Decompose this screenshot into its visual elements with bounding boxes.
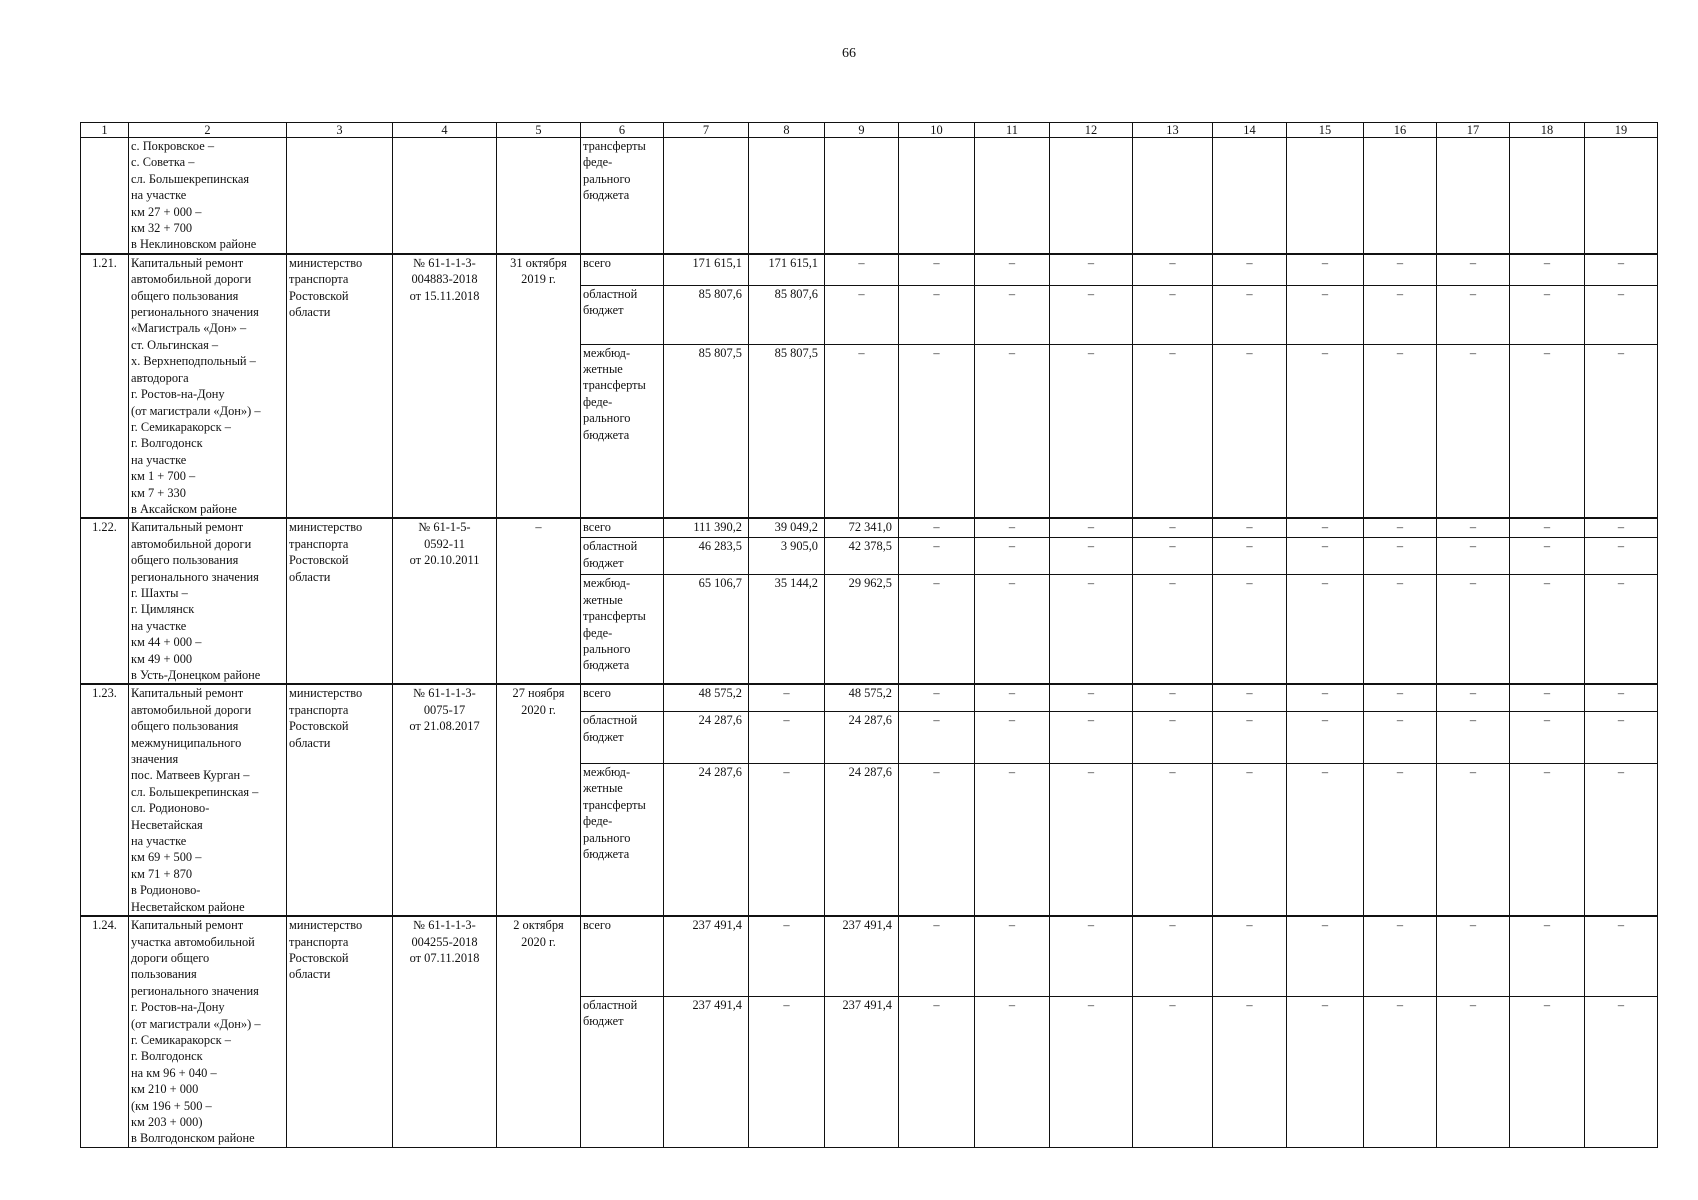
cell-year-1: 85 807,5 <box>749 344 825 518</box>
cell-col-17: – <box>1437 712 1510 764</box>
cell-deadline: 2 октября 2020 г. <box>497 916 581 1147</box>
column-header-16: 16 <box>1364 123 1437 138</box>
cell-col-16: – <box>1364 344 1437 518</box>
cell-col-13: – <box>1133 518 1213 538</box>
cell-col-13: – <box>1133 285 1213 344</box>
cell-col-13: – <box>1133 763 1213 916</box>
cell-total: 171 615,1 <box>664 254 749 285</box>
cell-col-13: – <box>1133 538 1213 575</box>
cell-col-14: – <box>1213 996 1287 1147</box>
cell-col-12: – <box>1050 712 1133 764</box>
cell-col-19: – <box>1585 763 1658 916</box>
column-header-1: 1 <box>81 123 129 138</box>
cell-total: 65 106,7 <box>664 575 749 684</box>
cell-col-11: – <box>975 684 1050 711</box>
cell-col-15: – <box>1287 684 1364 711</box>
cell-year-2: 48 575,2 <box>825 684 899 711</box>
cell-col-16: – <box>1364 996 1437 1147</box>
cell-deadline: 27 ноября 2020 г. <box>497 684 581 916</box>
column-header-3: 3 <box>287 123 393 138</box>
cell-col-16: – <box>1364 763 1437 916</box>
cell-number: 1.22. <box>81 518 129 684</box>
column-header-14: 14 <box>1213 123 1287 138</box>
cell-col-10: – <box>899 344 975 518</box>
cell-total: 237 491,4 <box>664 916 749 996</box>
cell-total: 24 287,6 <box>664 763 749 916</box>
cell-col-11: – <box>975 344 1050 518</box>
cell-col-12 <box>1050 138 1133 254</box>
cell-col-18: – <box>1510 712 1585 764</box>
cell-col-15: – <box>1287 916 1364 996</box>
cell-col-18: – <box>1510 575 1585 684</box>
cell-col-18: – <box>1510 285 1585 344</box>
column-header-10: 10 <box>899 123 975 138</box>
cell-number: 1.24. <box>81 916 129 1147</box>
cell-col-13: – <box>1133 712 1213 764</box>
cell-col-11: – <box>975 575 1050 684</box>
cell-col-17: – <box>1437 763 1510 916</box>
cell-funding-source: всего <box>581 518 664 538</box>
column-header-7: 7 <box>664 123 749 138</box>
cell-customer: министерство транспорта Ростовской области <box>287 916 393 1147</box>
cell-col-15: – <box>1287 285 1364 344</box>
cell-col-15 <box>1287 138 1364 254</box>
column-header-19: 19 <box>1585 123 1658 138</box>
cell-col-19: – <box>1585 518 1658 538</box>
cell-col-19: – <box>1585 684 1658 711</box>
cell-total: 48 575,2 <box>664 684 749 711</box>
cell-col-14: – <box>1213 254 1287 285</box>
cell-col-12: – <box>1050 763 1133 916</box>
cell-col-19: – <box>1585 712 1658 764</box>
column-header-9: 9 <box>825 123 899 138</box>
cell-number: 1.23. <box>81 684 129 916</box>
cell-document: № 61-1-1-3- 0075-17 от 21.08.2017 <box>393 684 497 916</box>
cell-col-12: – <box>1050 285 1133 344</box>
cell-col-15: – <box>1287 575 1364 684</box>
cell-total: 24 287,6 <box>664 712 749 764</box>
cell-customer <box>287 138 393 254</box>
page-number: 66 <box>842 46 856 61</box>
cell-year-1: – <box>749 916 825 996</box>
cell-col-18: – <box>1510 538 1585 575</box>
cell-year-2: – <box>825 344 899 518</box>
cell-col-18: – <box>1510 254 1585 285</box>
cell-col-11: – <box>975 712 1050 764</box>
cell-col-19: – <box>1585 996 1658 1147</box>
cell-year-1: 35 144,2 <box>749 575 825 684</box>
cell-col-12: – <box>1050 996 1133 1147</box>
cell-col-16: – <box>1364 254 1437 285</box>
cell-col-12: – <box>1050 684 1133 711</box>
cell-col-17: – <box>1437 344 1510 518</box>
cell-col-14: – <box>1213 575 1287 684</box>
cell-year-2: 24 287,6 <box>825 763 899 916</box>
column-header-12: 12 <box>1050 123 1133 138</box>
cell-col-12: – <box>1050 518 1133 538</box>
cell-col-15: – <box>1287 518 1364 538</box>
cell-funding-source: межбюд- жетные трансферты феде- рального бюджета <box>581 763 664 916</box>
cell-col-18: – <box>1510 763 1585 916</box>
cell-col-17: – <box>1437 916 1510 996</box>
cell-col-14: – <box>1213 518 1287 538</box>
cell-funding-source: областной бюджет <box>581 285 664 344</box>
cell-funding-source: межбюд- жетные трансферты феде- рального бюджета <box>581 575 664 684</box>
table-row <box>81 254 1658 285</box>
cell-col-15: – <box>1287 712 1364 764</box>
cell-document: № 61-1-5- 0592-11 от 20.10.2011 <box>393 518 497 684</box>
cell-funding-source: межбюд- жетные трансферты феде- рального бюджета <box>581 344 664 518</box>
cell-col-10: – <box>899 538 975 575</box>
cell-col-12: – <box>1050 575 1133 684</box>
cell-col-17: – <box>1437 538 1510 575</box>
cell-document: № 61-1-1-3- 004255-2018 от 07.11.2018 <box>393 916 497 1147</box>
column-header-8: 8 <box>749 123 825 138</box>
cell-col-10 <box>899 138 975 254</box>
cell-col-12: – <box>1050 538 1133 575</box>
cell-col-18: – <box>1510 344 1585 518</box>
column-header-17: 17 <box>1437 123 1510 138</box>
cell-year-1: 85 807,6 <box>749 285 825 344</box>
cell-col-11 <box>975 138 1050 254</box>
column-header-4: 4 <box>393 123 497 138</box>
cell-col-10: – <box>899 518 975 538</box>
cell-col-10: – <box>899 712 975 764</box>
cell-year-1: – <box>749 712 825 764</box>
cell-col-14 <box>1213 138 1287 254</box>
table-row <box>81 916 1658 996</box>
cell-col-15: – <box>1287 763 1364 916</box>
cell-col-19: – <box>1585 254 1658 285</box>
cell-col-12: – <box>1050 254 1133 285</box>
cell-col-19: – <box>1585 575 1658 684</box>
cell-col-11: – <box>975 996 1050 1147</box>
cell-funding-source: всего <box>581 916 664 996</box>
cell-funding-source: областной бюджет <box>581 538 664 575</box>
cell-object-name: Капитальный ремонт участка автомобильной дороги общего пользования регионального значения г. Ростов-на-Дону (от магистрали «Дон») – г. Семикаракорск – г. Волгодонск на км 96 + 040 – км 210 + 000 (км 196 + 500 – км 203 + 000) в Волгодонском районе <box>129 916 287 1147</box>
cell-col-11: – <box>975 285 1050 344</box>
cell-col-19: – <box>1585 916 1658 996</box>
cell-col-8 <box>749 138 825 254</box>
budget-table <box>80 122 1658 1148</box>
cell-col-18: – <box>1510 916 1585 996</box>
cell-col-13: – <box>1133 684 1213 711</box>
cell-year-2: 29 962,5 <box>825 575 899 684</box>
table-row <box>81 138 1658 254</box>
cell-col-11: – <box>975 538 1050 575</box>
cell-col-14: – <box>1213 344 1287 518</box>
cell-year-2: – <box>825 254 899 285</box>
cell-year-1: – <box>749 684 825 711</box>
cell-col-16 <box>1364 138 1437 254</box>
cell-col-12: – <box>1050 344 1133 518</box>
column-header-2: 2 <box>129 123 287 138</box>
cell-col-17: – <box>1437 575 1510 684</box>
cell-total: 111 390,2 <box>664 518 749 538</box>
cell-customer: министерство транспорта Ростовской области <box>287 684 393 916</box>
cell-col-15: – <box>1287 996 1364 1147</box>
cell-year-2: 72 341,0 <box>825 518 899 538</box>
cell-col-15: – <box>1287 538 1364 575</box>
cell-col-14: – <box>1213 712 1287 764</box>
cell-col-13 <box>1133 138 1213 254</box>
cell-col-18: – <box>1510 996 1585 1147</box>
table-row <box>81 518 1658 538</box>
column-header-6: 6 <box>581 123 664 138</box>
cell-funding-source: всего <box>581 684 664 711</box>
table-row <box>81 684 1658 711</box>
cell-col-9 <box>825 138 899 254</box>
cell-col-17: – <box>1437 684 1510 711</box>
cell-col-10: – <box>899 285 975 344</box>
cell-object-name: Капитальный ремонт автомобильной дороги общего пользования регионального значения «Магистраль «Дон» – ст. Ольгинская – х. Верхнеподпольный – автодорога г. Ростов-на-Дону (от магистрали «Дон») – г. Семикаракорск – г. Волгодонск на участке км 1 + 700 – км 7 + 330 в Аксайском районе <box>129 254 287 519</box>
cell-number <box>81 138 129 254</box>
cell-year-2: 237 491,4 <box>825 916 899 996</box>
cell-year-1: 39 049,2 <box>749 518 825 538</box>
cell-col-11: – <box>975 254 1050 285</box>
cell-col-17: – <box>1437 254 1510 285</box>
cell-col-16: – <box>1364 916 1437 996</box>
cell-document: № 61-1-1-3- 004883-2018 от 15.11.2018 <box>393 254 497 519</box>
cell-col-7 <box>664 138 749 254</box>
cell-col-10: – <box>899 996 975 1147</box>
table-body <box>81 123 1658 1148</box>
cell-col-14: – <box>1213 916 1287 996</box>
cell-col-19: – <box>1585 538 1658 575</box>
cell-col-13: – <box>1133 254 1213 285</box>
cell-col-18: – <box>1510 518 1585 538</box>
cell-col-15: – <box>1287 254 1364 285</box>
cell-col-13: – <box>1133 996 1213 1147</box>
cell-deadline <box>497 138 581 254</box>
cell-col-19: – <box>1585 285 1658 344</box>
cell-total: 85 807,6 <box>664 285 749 344</box>
cell-col-10: – <box>899 254 975 285</box>
cell-col-17: – <box>1437 518 1510 538</box>
cell-col-14: – <box>1213 684 1287 711</box>
cell-number: 1.21. <box>81 254 129 519</box>
cell-col-16: – <box>1364 684 1437 711</box>
cell-col-19: – <box>1585 344 1658 518</box>
cell-col-12: – <box>1050 916 1133 996</box>
cell-col-16: – <box>1364 712 1437 764</box>
cell-col-10: – <box>899 763 975 916</box>
cell-year-2: – <box>825 285 899 344</box>
column-header-15: 15 <box>1287 123 1364 138</box>
cell-year-1: 171 615,1 <box>749 254 825 285</box>
cell-customer: министерство транспорта Ростовской области <box>287 254 393 519</box>
column-header-18: 18 <box>1510 123 1585 138</box>
cell-object-name: с. Покровское – с. Советка – сл. Большекрепинская на участке км 27 + 000 – км 32 + 700 в Неклиновском районе <box>129 138 287 254</box>
cell-col-17: – <box>1437 285 1510 344</box>
cell-col-13: – <box>1133 916 1213 996</box>
cell-col-10: – <box>899 916 975 996</box>
cell-col-10: – <box>899 684 975 711</box>
cell-total: 85 807,5 <box>664 344 749 518</box>
cell-col-14: – <box>1213 763 1287 916</box>
cell-col-11: – <box>975 916 1050 996</box>
cell-funding-source: трансферты феде- рального бюджета <box>581 138 664 254</box>
cell-year-1: – <box>749 763 825 916</box>
cell-col-14: – <box>1213 285 1287 344</box>
cell-object-name: Капитальный ремонт автомобильной дороги общего пользования межмуниципального значения пос. Матвеев Курган – сл. Большекрепинская – сл. Родионово- Несветайская на участке км 69 + 500 – км 71 + 870 в Родионово- Несветайском районе <box>129 684 287 916</box>
cell-customer: министерство транспорта Ростовской области <box>287 518 393 684</box>
cell-total: 237 491,4 <box>664 996 749 1147</box>
column-header-5: 5 <box>497 123 581 138</box>
cell-col-14: – <box>1213 538 1287 575</box>
header-row <box>81 123 1658 138</box>
cell-funding-source: областной бюджет <box>581 996 664 1147</box>
cell-year-1: – <box>749 996 825 1147</box>
cell-year-2: 42 378,5 <box>825 538 899 575</box>
cell-col-11: – <box>975 518 1050 538</box>
cell-year-1: 3 905,0 <box>749 538 825 575</box>
cell-funding-source: всего <box>581 254 664 285</box>
cell-col-18 <box>1510 138 1585 254</box>
cell-col-16: – <box>1364 575 1437 684</box>
cell-col-18: – <box>1510 684 1585 711</box>
column-header-11: 11 <box>975 123 1050 138</box>
cell-funding-source: областной бюджет <box>581 712 664 764</box>
cell-col-19 <box>1585 138 1658 254</box>
cell-col-16: – <box>1364 518 1437 538</box>
cell-document <box>393 138 497 254</box>
cell-col-16: – <box>1364 285 1437 344</box>
cell-year-2: 24 287,6 <box>825 712 899 764</box>
cell-col-15: – <box>1287 344 1364 518</box>
cell-col-13: – <box>1133 575 1213 684</box>
cell-deadline: 31 октября 2019 г. <box>497 254 581 519</box>
cell-col-16: – <box>1364 538 1437 575</box>
cell-deadline: – <box>497 518 581 684</box>
cell-total: 46 283,5 <box>664 538 749 575</box>
cell-col-10: – <box>899 575 975 684</box>
cell-object-name: Капитальный ремонт автомобильной дороги общего пользования регионального значения г. Шахты – г. Цимлянск на участке км 44 + 000 – км 49 + 000 в Усть-Донецком районе <box>129 518 287 684</box>
cell-col-17 <box>1437 138 1510 254</box>
cell-col-11: – <box>975 763 1050 916</box>
cell-col-17: – <box>1437 996 1510 1147</box>
cell-col-13: – <box>1133 344 1213 518</box>
column-header-13: 13 <box>1133 123 1213 138</box>
cell-year-2: 237 491,4 <box>825 996 899 1147</box>
